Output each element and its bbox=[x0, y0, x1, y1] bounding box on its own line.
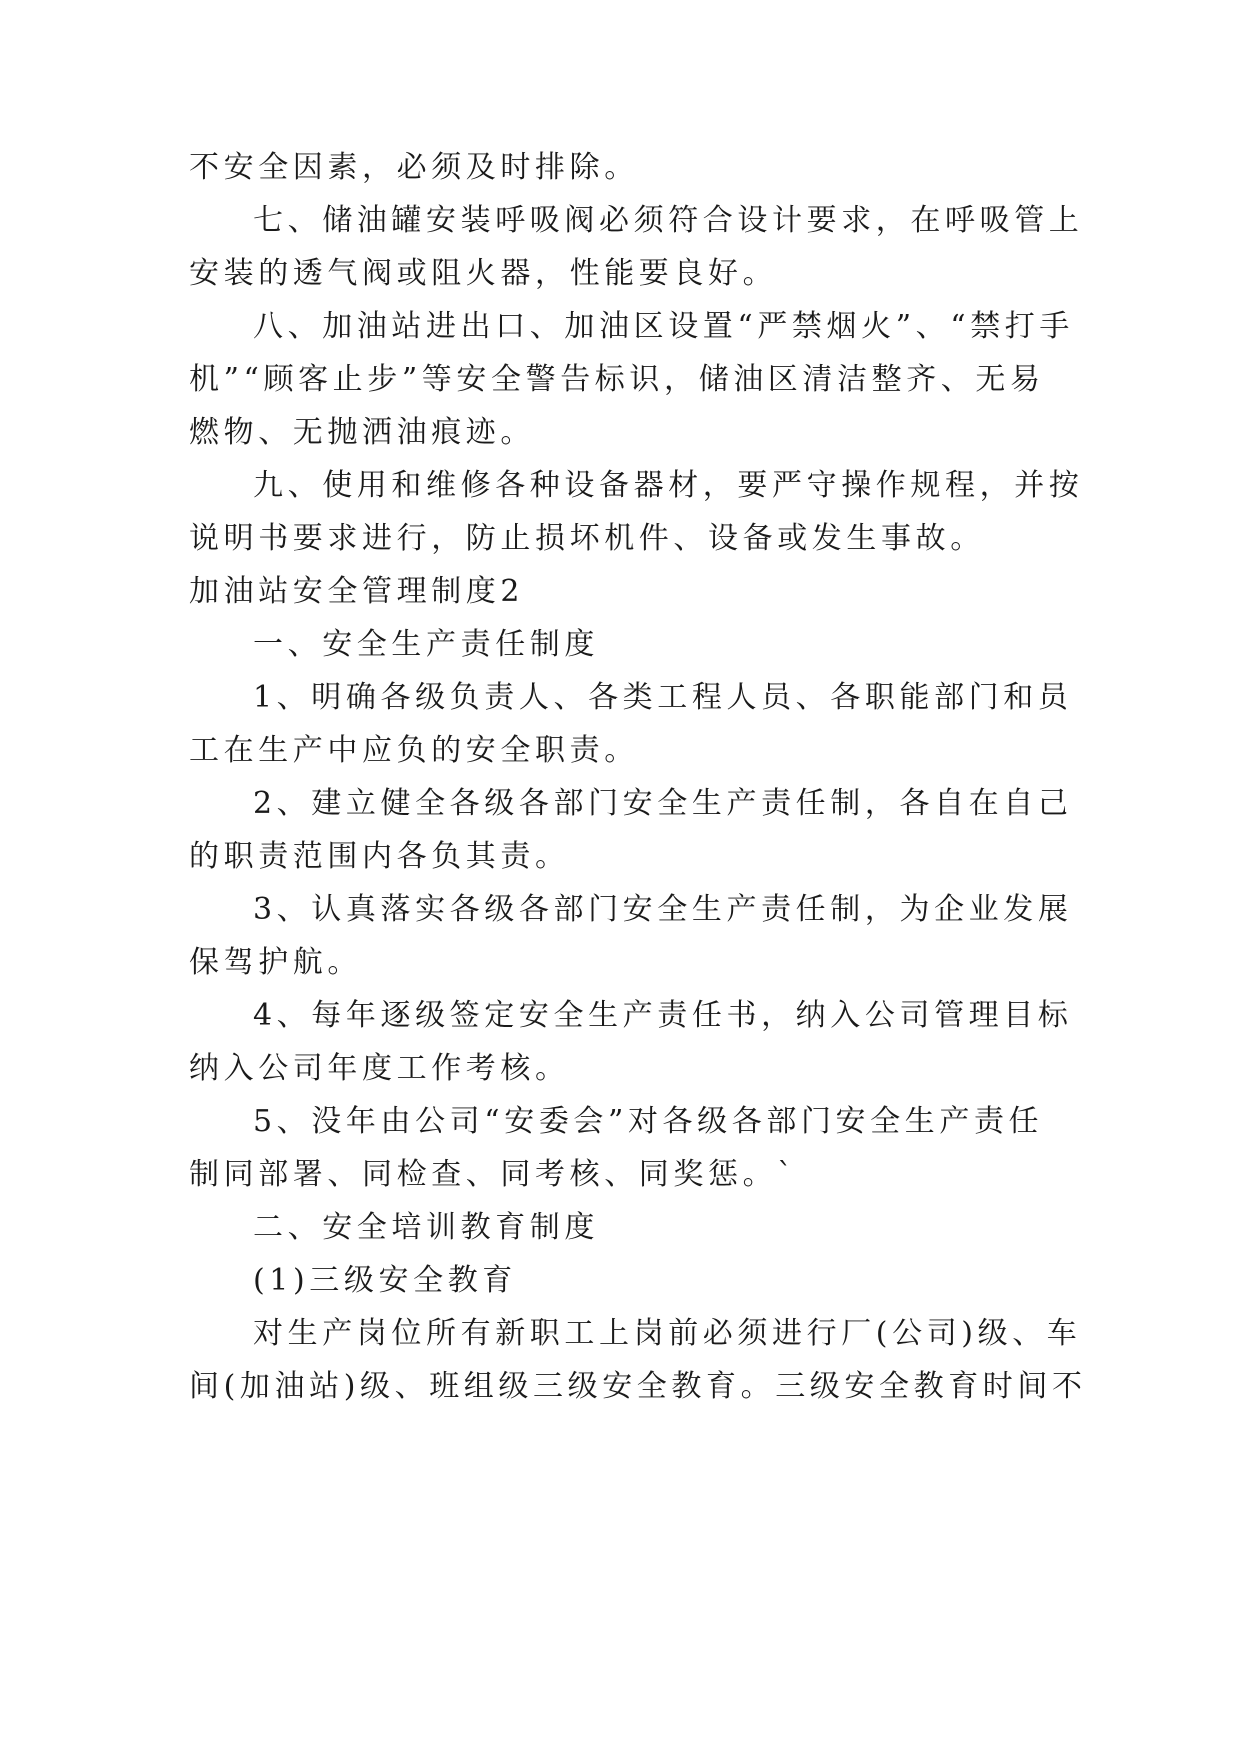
paragraph-line: 4、每年逐级签定安全生产责任书，纳入公司管理目标 bbox=[253, 998, 1073, 1033]
paragraph-line: 纳入公司年度工作考核。 bbox=[189, 1051, 570, 1086]
paragraph-line: 的职责范围内各负其责。 bbox=[189, 839, 570, 874]
paragraph-line: 安装的透气阀或阻火器，性能要良好。 bbox=[189, 256, 778, 291]
section-title: 加油站安全管理制度2 bbox=[189, 574, 525, 609]
section-heading: 二、安全培训教育制度 bbox=[253, 1210, 599, 1245]
paragraph-line: 九、使用和维修各种设备器材，要严守操作规程，并按 bbox=[253, 468, 1084, 503]
paragraph-line: 3、认真落实各级各部门安全生产责任制，为企业发展 bbox=[253, 892, 1073, 927]
paragraph-line: 八、加油站进出口、加油区设置“严禁烟火”、“禁打手 bbox=[253, 309, 1075, 344]
paragraph-line: 燃物、无抛洒油痕迹。 bbox=[189, 415, 535, 450]
paragraph-line: 对生产岗位所有新职工上岗前必须进行厂(公司)级、车 bbox=[253, 1316, 1082, 1351]
paragraph-line: 保驾护航。 bbox=[189, 945, 362, 980]
paragraph-line: 七、储油罐安装呼吸阀必须符合设计要求，在呼吸管上 bbox=[253, 203, 1084, 238]
paragraph-line: 2、建立健全各级各部门安全生产责任制，各自在自己 bbox=[253, 786, 1073, 821]
section-heading: 一、安全生产责任制度 bbox=[253, 627, 599, 662]
paragraph-line: 机”“顾客止步”等安全警告标识，储油区清洁整齐、无易 bbox=[189, 362, 1045, 397]
paragraph-line: 制同部署、同检查、同考核、同奖惩。` bbox=[189, 1157, 797, 1192]
paragraph-line: 说明书要求进行，防止损坏机件、设备或发生事故。 bbox=[189, 521, 985, 556]
paragraph-line: 不安全因素，必须及时排除。 bbox=[189, 150, 639, 185]
paragraph-line: 间(加油站)级、班组级三级安全教育。三级安全教育时间不 bbox=[189, 1369, 1087, 1404]
paragraph-line: 1、明确各级负责人、各类工程人员、各职能部门和员 bbox=[253, 680, 1073, 715]
subsection-heading: (1)三级安全教育 bbox=[253, 1263, 517, 1298]
paragraph-line: 工在生产中应负的安全职责。 bbox=[189, 733, 639, 768]
paragraph-line: 5、没年由公司“安委会”对各级各部门安全生产责任 bbox=[253, 1104, 1044, 1139]
